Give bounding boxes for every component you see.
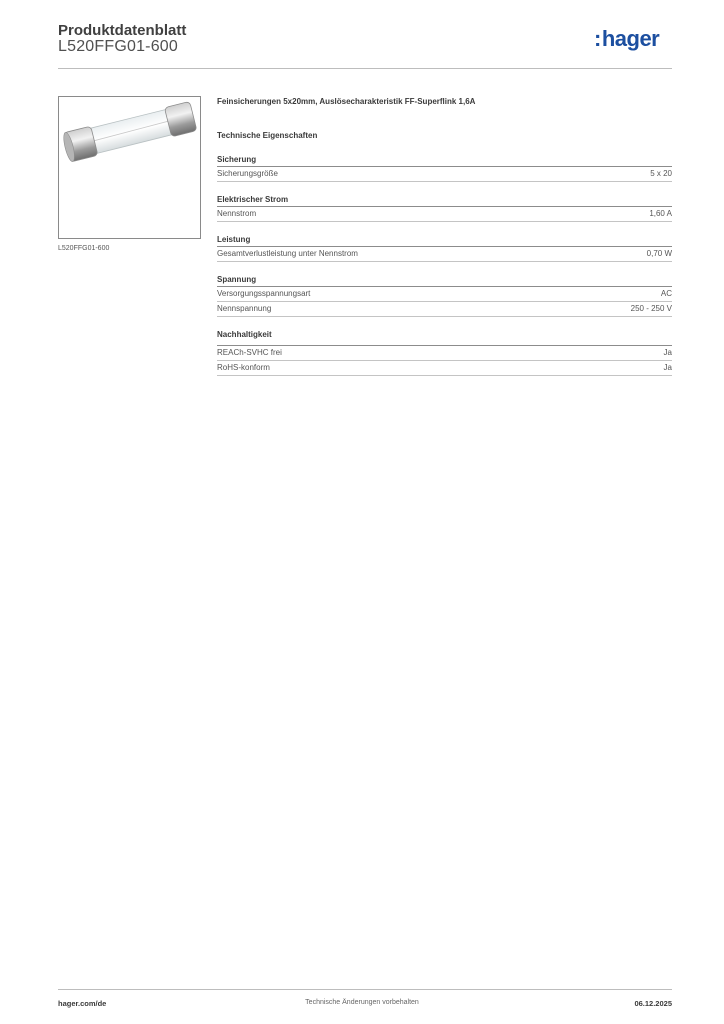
- property-group-elektrischer-strom: [217, 195, 672, 222]
- property-group-nachhaltigkeit: [217, 330, 672, 376]
- group-title: Sicherung: [217, 155, 672, 167]
- property-label: Versorgungsspannungsart: [217, 289, 311, 298]
- property-value: 0,70 W: [646, 249, 672, 258]
- property-row: [217, 302, 672, 317]
- footer-divider: [58, 989, 672, 990]
- property-value: 5 x 20: [650, 169, 672, 178]
- property-row: [217, 247, 672, 262]
- group-title: Leistung: [217, 235, 672, 247]
- image-caption: L520FFG01-600: [58, 245, 110, 252]
- header-divider: [58, 68, 672, 69]
- property-row: [217, 361, 672, 376]
- property-label: RoHS-konform: [217, 363, 270, 372]
- property-row: [217, 207, 672, 222]
- property-value: 250 - 250 V: [630, 304, 672, 313]
- property-label: REACh-SVHC frei: [217, 348, 282, 357]
- group-title: Nachhaltigkeit: [217, 330, 672, 346]
- footer-website-link[interactable]: hager.com/de: [58, 999, 107, 1008]
- glass-fuse-icon: [59, 97, 200, 238]
- property-label: Nennspannung: [217, 304, 272, 313]
- product-description: Feinsicherungen 5x20mm, Auslösecharakteristik FF-Superflink 1,6A: [217, 97, 476, 106]
- property-value: 1,60 A: [649, 209, 672, 218]
- property-label: Sicherungsgröße: [217, 169, 278, 178]
- property-group-spannung: [217, 275, 672, 317]
- group-title: Elektrischer Strom: [217, 195, 672, 207]
- property-value: Ja: [663, 348, 672, 357]
- property-row: [217, 167, 672, 182]
- property-row: [217, 346, 672, 361]
- logo-colon-mark: :: [594, 26, 601, 51]
- footer-disclaimer: Technische Änderungen vorbehalten: [305, 999, 419, 1006]
- property-label: Nennstrom: [217, 209, 257, 218]
- property-value: AC: [660, 289, 672, 298]
- technical-heading: Technische Eigenschaften: [217, 131, 318, 140]
- footer-date: 06.12.2025: [634, 999, 672, 1008]
- property-group-sicherung: [217, 155, 672, 182]
- logo-wordmark: hager: [601, 26, 660, 51]
- group-title: Spannung: [217, 275, 672, 287]
- product-content: [217, 96, 672, 376]
- property-group-leistung: [217, 235, 672, 262]
- property-value: Ja: [663, 363, 672, 372]
- product-image: [58, 96, 201, 239]
- hager-logo: [594, 28, 659, 50]
- property-label: Gesamtverlustleistung unter Nennstrom: [217, 249, 358, 258]
- article-number: L520FFG01-600: [58, 38, 179, 55]
- document-title: Produktdatenblatt: [58, 22, 187, 39]
- property-row: [217, 287, 672, 302]
